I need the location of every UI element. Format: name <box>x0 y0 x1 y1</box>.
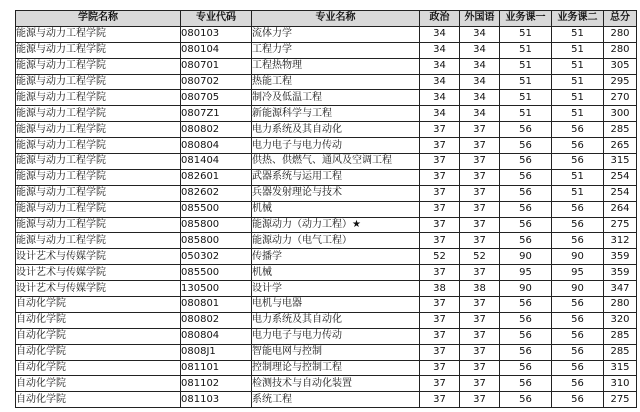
cell-subject-2: 56 <box>552 392 604 408</box>
cell-subject-1: 90 <box>500 249 552 265</box>
cell-code: 130500 <box>181 281 252 297</box>
cell-politics: 52 <box>420 249 460 265</box>
cell-foreign-language: 37 <box>460 233 500 249</box>
cell-subject-1: 56 <box>500 376 552 392</box>
cell-politics: 37 <box>420 312 460 328</box>
cell-subject-1: 51 <box>500 74 552 90</box>
cell-subject-1: 90 <box>500 281 552 297</box>
cell-total: 359 <box>604 249 637 265</box>
cell-politics: 37 <box>420 217 460 233</box>
cell-subject-2: 51 <box>552 58 604 74</box>
cell-total: 254 <box>604 185 637 201</box>
cell-code: 080701 <box>181 58 252 74</box>
cell-total: 310 <box>604 376 637 392</box>
cell-politics: 37 <box>420 344 460 360</box>
score-table <box>15 10 637 408</box>
cell-subject-2: 51 <box>552 185 604 201</box>
cell-politics: 37 <box>420 169 460 185</box>
table-row <box>16 26 637 42</box>
cell-subject-2: 51 <box>552 90 604 106</box>
table-row <box>16 281 637 297</box>
cell-code: 080705 <box>181 90 252 106</box>
cell-total: 280 <box>604 297 637 313</box>
table-row <box>16 122 637 138</box>
cell-major: 电力系统及其自动化 <box>252 312 420 328</box>
cell-politics: 34 <box>420 42 460 58</box>
cell-school: 设计艺术与传媒学院 <box>16 249 181 265</box>
cell-code: 085800 <box>181 233 252 249</box>
cell-politics: 37 <box>420 392 460 408</box>
cell-school: 自动化学院 <box>16 376 181 392</box>
header-foreign-language: 外国语 <box>460 11 500 27</box>
cell-total: 315 <box>604 360 637 376</box>
cell-school: 自动化学院 <box>16 360 181 376</box>
cell-foreign-language: 34 <box>460 90 500 106</box>
cell-foreign-language: 37 <box>460 169 500 185</box>
cell-total: 254 <box>604 169 637 185</box>
cell-politics: 37 <box>420 201 460 217</box>
cell-code: 080804 <box>181 328 252 344</box>
cell-code: 080702 <box>181 74 252 90</box>
cell-code: 080802 <box>181 312 252 328</box>
cell-foreign-language: 37 <box>460 344 500 360</box>
cell-subject-2: 56 <box>552 138 604 154</box>
cell-subject-1: 51 <box>500 90 552 106</box>
cell-politics: 34 <box>420 58 460 74</box>
cell-total: 312 <box>604 233 637 249</box>
table-row <box>16 185 637 201</box>
cell-total: 305 <box>604 58 637 74</box>
cell-major: 制冷及低温工程 <box>252 90 420 106</box>
cell-school: 能源与动力工程学院 <box>16 90 181 106</box>
cell-school: 能源与动力工程学院 <box>16 26 181 42</box>
cell-foreign-language: 37 <box>460 201 500 217</box>
cell-subject-1: 56 <box>500 312 552 328</box>
cell-subject-1: 51 <box>500 42 552 58</box>
cell-subject-2: 51 <box>552 42 604 58</box>
table-row <box>16 297 637 313</box>
cell-foreign-language: 37 <box>460 392 500 408</box>
cell-major: 机械 <box>252 201 420 217</box>
cell-code: 082601 <box>181 169 252 185</box>
cell-total: 280 <box>604 26 637 42</box>
cell-foreign-language: 52 <box>460 249 500 265</box>
cell-subject-2: 56 <box>552 328 604 344</box>
cell-subject-1: 56 <box>500 169 552 185</box>
cell-subject-2: 56 <box>552 344 604 360</box>
cell-major: 传播学 <box>252 249 420 265</box>
cell-politics: 38 <box>420 281 460 297</box>
table-row <box>16 265 637 281</box>
cell-politics: 37 <box>420 138 460 154</box>
table-row <box>16 360 637 376</box>
cell-subject-2: 51 <box>552 74 604 90</box>
cell-foreign-language: 34 <box>460 106 500 122</box>
table-row <box>16 42 637 58</box>
cell-major: 机械 <box>252 265 420 281</box>
table-row <box>16 90 637 106</box>
cell-total: 285 <box>604 122 637 138</box>
cell-total: 275 <box>604 392 637 408</box>
cell-subject-1: 56 <box>500 138 552 154</box>
table-row <box>16 233 637 249</box>
cell-subject-2: 56 <box>552 122 604 138</box>
cell-subject-2: 90 <box>552 249 604 265</box>
cell-foreign-language: 37 <box>460 376 500 392</box>
cell-subject-1: 51 <box>500 26 552 42</box>
table-row <box>16 328 637 344</box>
cell-school: 能源与动力工程学院 <box>16 201 181 217</box>
cell-subject-1: 56 <box>500 297 552 313</box>
table-row <box>16 249 637 265</box>
cell-major: 能源动力（电气工程） <box>252 233 420 249</box>
cell-code: 080103 <box>181 26 252 42</box>
cell-subject-2: 56 <box>552 312 604 328</box>
cell-politics: 37 <box>420 185 460 201</box>
table-row <box>16 106 637 122</box>
cell-code: 082602 <box>181 185 252 201</box>
cell-school: 自动化学院 <box>16 312 181 328</box>
cell-code: 085500 <box>181 201 252 217</box>
cell-school: 能源与动力工程学院 <box>16 217 181 233</box>
table-row <box>16 312 637 328</box>
cell-school: 能源与动力工程学院 <box>16 122 181 138</box>
cell-code: 081102 <box>181 376 252 392</box>
cell-major: 智能电网与控制 <box>252 344 420 360</box>
table-row <box>16 138 637 154</box>
cell-foreign-language: 37 <box>460 185 500 201</box>
cell-major: 能源动力（动力工程）★ <box>252 217 420 233</box>
cell-code: 085500 <box>181 265 252 281</box>
cell-total: 315 <box>604 154 637 170</box>
cell-code: 080804 <box>181 138 252 154</box>
cell-total: 280 <box>604 42 637 58</box>
cell-major: 新能源科学与工程 <box>252 106 420 122</box>
header-row <box>16 11 637 27</box>
cell-major: 流体力学 <box>252 26 420 42</box>
cell-school: 能源与动力工程学院 <box>16 106 181 122</box>
cell-major: 控制理论与控制工程 <box>252 360 420 376</box>
cell-subject-1: 56 <box>500 185 552 201</box>
cell-total: 285 <box>604 328 637 344</box>
cell-subject-2: 56 <box>552 360 604 376</box>
table-row <box>16 201 637 217</box>
table-row <box>16 376 637 392</box>
header-major: 专业名称 <box>252 11 420 27</box>
cell-subject-1: 95 <box>500 265 552 281</box>
cell-subject-2: 90 <box>552 281 604 297</box>
cell-school: 设计艺术与传媒学院 <box>16 281 181 297</box>
cell-major: 工程热物理 <box>252 58 420 74</box>
cell-major: 电力电子与电力传动 <box>252 138 420 154</box>
cell-subject-1: 56 <box>500 217 552 233</box>
cell-foreign-language: 37 <box>460 360 500 376</box>
cell-foreign-language: 37 <box>460 122 500 138</box>
cell-subject-1: 56 <box>500 233 552 249</box>
cell-total: 270 <box>604 90 637 106</box>
cell-total: 264 <box>604 201 637 217</box>
cell-politics: 37 <box>420 376 460 392</box>
cell-subject-1: 51 <box>500 58 552 74</box>
cell-politics: 34 <box>420 106 460 122</box>
header-politics: 政治 <box>420 11 460 27</box>
cell-total: 300 <box>604 106 637 122</box>
cell-subject-2: 51 <box>552 106 604 122</box>
cell-major: 供热、供燃气、通风及空调工程 <box>252 154 420 170</box>
cell-major: 兵器发射理论与技术 <box>252 185 420 201</box>
cell-school: 自动化学院 <box>16 392 181 408</box>
cell-code: 081103 <box>181 392 252 408</box>
table-body <box>16 26 637 407</box>
cell-politics: 34 <box>420 74 460 90</box>
cell-major: 热能工程 <box>252 74 420 90</box>
table-row <box>16 154 637 170</box>
cell-foreign-language: 37 <box>460 312 500 328</box>
cell-total: 275 <box>604 217 637 233</box>
cell-code: 080802 <box>181 122 252 138</box>
cell-subject-1: 56 <box>500 154 552 170</box>
header-code: 专业代码 <box>181 11 252 27</box>
cell-school: 能源与动力工程学院 <box>16 74 181 90</box>
cell-major: 系统工程 <box>252 392 420 408</box>
cell-code: 085800 <box>181 217 252 233</box>
cell-foreign-language: 37 <box>460 265 500 281</box>
cell-school: 自动化学院 <box>16 344 181 360</box>
cell-foreign-language: 34 <box>460 58 500 74</box>
cell-school: 能源与动力工程学院 <box>16 154 181 170</box>
cell-code: 081101 <box>181 360 252 376</box>
cell-subject-1: 56 <box>500 344 552 360</box>
cell-politics: 34 <box>420 90 460 106</box>
cell-major: 检测技术与自动化装置 <box>252 376 420 392</box>
table-row <box>16 217 637 233</box>
table-row <box>16 344 637 360</box>
cell-subject-2: 51 <box>552 169 604 185</box>
header-total: 总分 <box>604 11 637 27</box>
cell-foreign-language: 37 <box>460 217 500 233</box>
cell-subject-1: 56 <box>500 392 552 408</box>
cell-politics: 37 <box>420 154 460 170</box>
cell-school: 设计艺术与传媒学院 <box>16 265 181 281</box>
cell-total: 320 <box>604 312 637 328</box>
cell-major: 工程力学 <box>252 42 420 58</box>
table-row <box>16 58 637 74</box>
cell-subject-1: 51 <box>500 106 552 122</box>
cell-school: 能源与动力工程学院 <box>16 58 181 74</box>
cell-foreign-language: 37 <box>460 138 500 154</box>
cell-total: 347 <box>604 281 637 297</box>
cell-politics: 37 <box>420 360 460 376</box>
cell-foreign-language: 34 <box>460 26 500 42</box>
cell-subject-2: 56 <box>552 201 604 217</box>
cell-subject-1: 56 <box>500 328 552 344</box>
cell-politics: 37 <box>420 122 460 138</box>
cell-subject-2: 51 <box>552 26 604 42</box>
cell-foreign-language: 34 <box>460 74 500 90</box>
cell-major: 设计学 <box>252 281 420 297</box>
cell-school: 能源与动力工程学院 <box>16 138 181 154</box>
cell-politics: 37 <box>420 297 460 313</box>
cell-subject-2: 95 <box>552 265 604 281</box>
cell-code: 050302 <box>181 249 252 265</box>
cell-major: 电机与电器 <box>252 297 420 313</box>
cell-school: 能源与动力工程学院 <box>16 169 181 185</box>
cell-total: 285 <box>604 344 637 360</box>
cell-foreign-language: 37 <box>460 297 500 313</box>
cell-code: 080104 <box>181 42 252 58</box>
cell-total: 265 <box>604 138 637 154</box>
table-row <box>16 392 637 408</box>
header-school: 学院名称 <box>16 11 181 27</box>
cell-foreign-language: 37 <box>460 328 500 344</box>
cell-politics: 34 <box>420 26 460 42</box>
cell-total: 359 <box>604 265 637 281</box>
cell-foreign-language: 38 <box>460 281 500 297</box>
table-row <box>16 169 637 185</box>
cell-foreign-language: 34 <box>460 42 500 58</box>
cell-code: 0808J1 <box>181 344 252 360</box>
cell-foreign-language: 37 <box>460 154 500 170</box>
cell-subject-2: 56 <box>552 233 604 249</box>
cell-politics: 37 <box>420 328 460 344</box>
cell-subject-2: 56 <box>552 297 604 313</box>
header-subject-2: 业务课二 <box>552 11 604 27</box>
cell-subject-2: 56 <box>552 376 604 392</box>
cell-subject-1: 56 <box>500 360 552 376</box>
cell-politics: 37 <box>420 265 460 281</box>
cell-code: 080801 <box>181 297 252 313</box>
cell-politics: 37 <box>420 233 460 249</box>
cell-school: 自动化学院 <box>16 328 181 344</box>
cell-school: 能源与动力工程学院 <box>16 233 181 249</box>
header-subject-1: 业务课一 <box>500 11 552 27</box>
cell-school: 能源与动力工程学院 <box>16 185 181 201</box>
table-row <box>16 74 637 90</box>
cell-subject-2: 56 <box>552 154 604 170</box>
cell-school: 能源与动力工程学院 <box>16 42 181 58</box>
cell-code: 081404 <box>181 154 252 170</box>
cell-school: 自动化学院 <box>16 297 181 313</box>
cell-major: 电力电子与电力传动 <box>252 328 420 344</box>
cell-total: 295 <box>604 74 637 90</box>
cell-major: 电力系统及其自动化 <box>252 122 420 138</box>
cell-subject-2: 56 <box>552 217 604 233</box>
cell-code: 0807Z1 <box>181 106 252 122</box>
cell-major: 武器系统与运用工程 <box>252 169 420 185</box>
cell-subject-1: 56 <box>500 201 552 217</box>
cell-subject-1: 56 <box>500 122 552 138</box>
